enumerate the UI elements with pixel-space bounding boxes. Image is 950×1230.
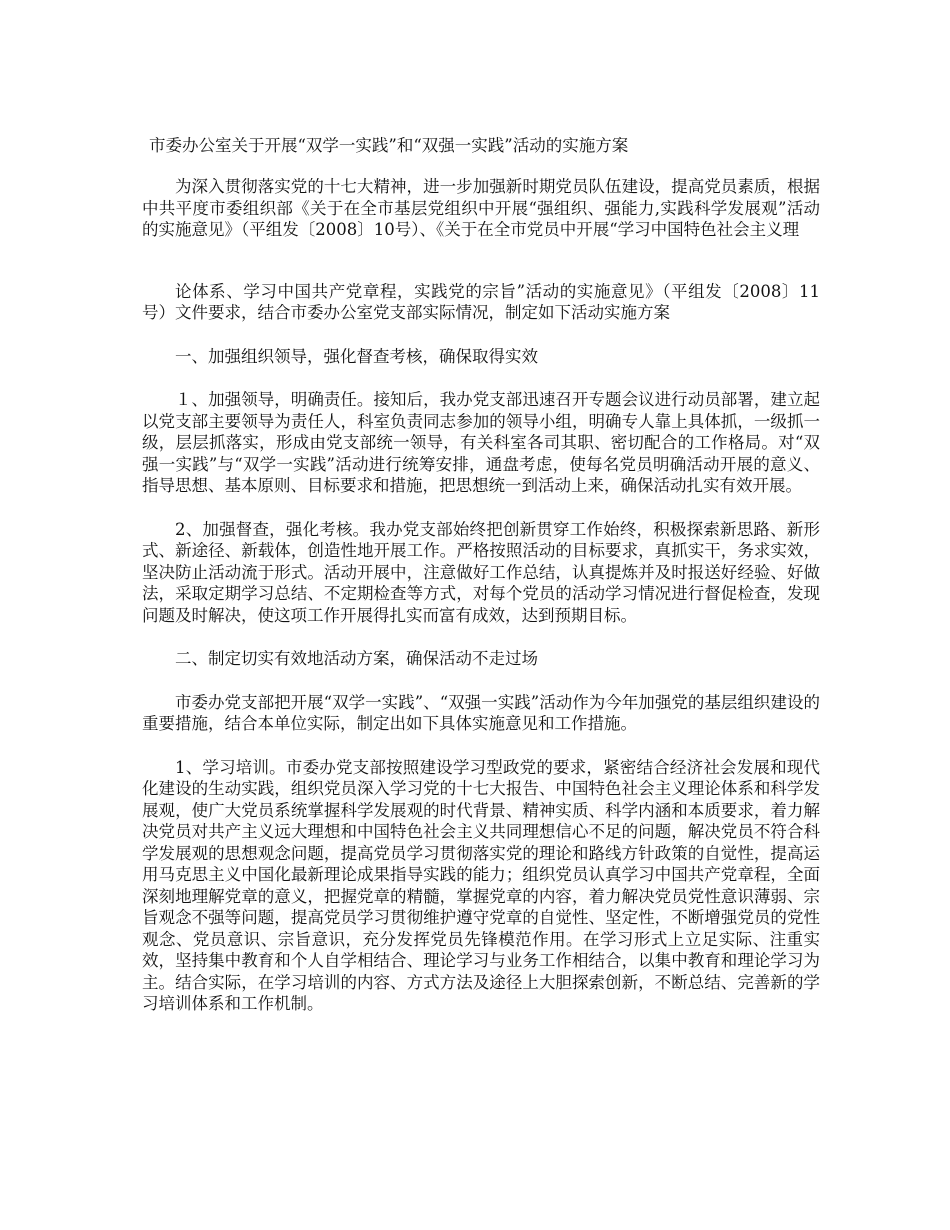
section-2-intro: 市委办党支部把开展“双学一实践”、“双强一实践”活动作为今年加强党的基层组织建设的重要措施，结合本单位实际，制定出如下具体实施意见和工作措施。: [142, 692, 820, 733]
intro-paragraph-2: 论体系、学习中国共产党章程，实践党的宗旨”活动的实施意见》（平组发〔2008〕11号）文件要求，结合市委办公室党支部实际情况，制定如下活动实施方案: [142, 281, 820, 322]
document-page: [142, 135, 820, 1015]
section-heading-2: 二、制定切实有效地活动方案，确保活动不走过场: [175, 649, 538, 668]
document-title: 市委办公室关于开展“双学一实践”和“双强一实践”活动的实施方案: [149, 136, 629, 155]
section-1-item-2: 2、加强督查，强化考核。我办党支部始终把创新贯穿工作始终，积极探索新思路、新形式、新途径、新载体，创造性地开展工作。严格按照活动的目标要求，真抓实干，务求实效，坚决防止活动流于形式。活动开展中，注意做好工作总结，认真提炼并及时报送好经验、好做法，采取定期学习总结、不定期检查等方式，对每个党员的活动学习情况进行督促检查，发现问题及时解决，使这项工作开展得扎实而富有成效，达到预期目标。: [142, 519, 820, 625]
intro-paragraph-1: 为深入贯彻落实党的十七大精神，进一步加强新时期党员队伍建设，提高党员素质，根据中共平度市委组织部《关于在全市基层党组织中开展“强组织、强能力,实践科学发展观”活动的实施意见》（平组发〔2008〕10号）、《关于在全市党员中开展“学习中国特色社会主义理: [142, 177, 820, 239]
section-1-item-1: １、加强领导，明确责任。接知后，我办党支部迅速召开专题会议进行动员部署，建立起以党支部主要领导为责任人，科室负责同志参加的领导小组，明确专人靠上具体抓，一级抓一级，层层抓落实，形成由党支部统一领导，有关科室各司其职、密切配合的工作格局。对“双强一实践”与“双学一实践”活动进行统筹安排，通盘考虑，使每名党员明确活动开展的意义、指导思想、基本原则、目标要求和措施，把思想统一到活动上来，确保活动扎实有效开展。: [142, 390, 820, 495]
section-heading-1: 一、加强组织领导，强化督查考核，确保取得实效: [175, 346, 538, 366]
section-2-item-1: 1、学习培训。市委办党支部按照建设学习型政党的要求，紧密结合经济社会发展和现代化建设的生动实践，组织党员深入学习党的十七大报告、中国特色社会主义理论体系和科学发展观，使广大党员系统掌握科学发展观的时代背景、精神实质、科学内涵和本质要求，着力解决党员对共产主义远大理想和中国特色社会主义共同理想信心不足的问题，解决党员不符合科学发展观的思想观念问题，提高党员学习贯彻落实党的理论和路线方针政策的自觉性，提高运用马克思主义中国化最新理论成果指导实践的能力；组织党员认真学习中国共产党章程，全面深刻地理解党章的意义，把握党章的精髓，掌握党章的内容，着力解决党员党性意识薄弱、宗旨观念不强等问题，提高党员学习贯彻维护遵守党章的自觉性、坚定性，不断增强党员的党性观念、党员意识、宗旨意识，充分发挥党员先锋模范作用。在学习形式上立足实际、注重实效，坚持集中教育和个人自学相结合、理论学习与业务工作相结合，以集中教育和理论学习为主。结合实际，在学习培训的内容、方式方法及途径上大胆探索创新，不断总结、完善新的学习培训体系和工作机制。: [142, 757, 820, 1013]
